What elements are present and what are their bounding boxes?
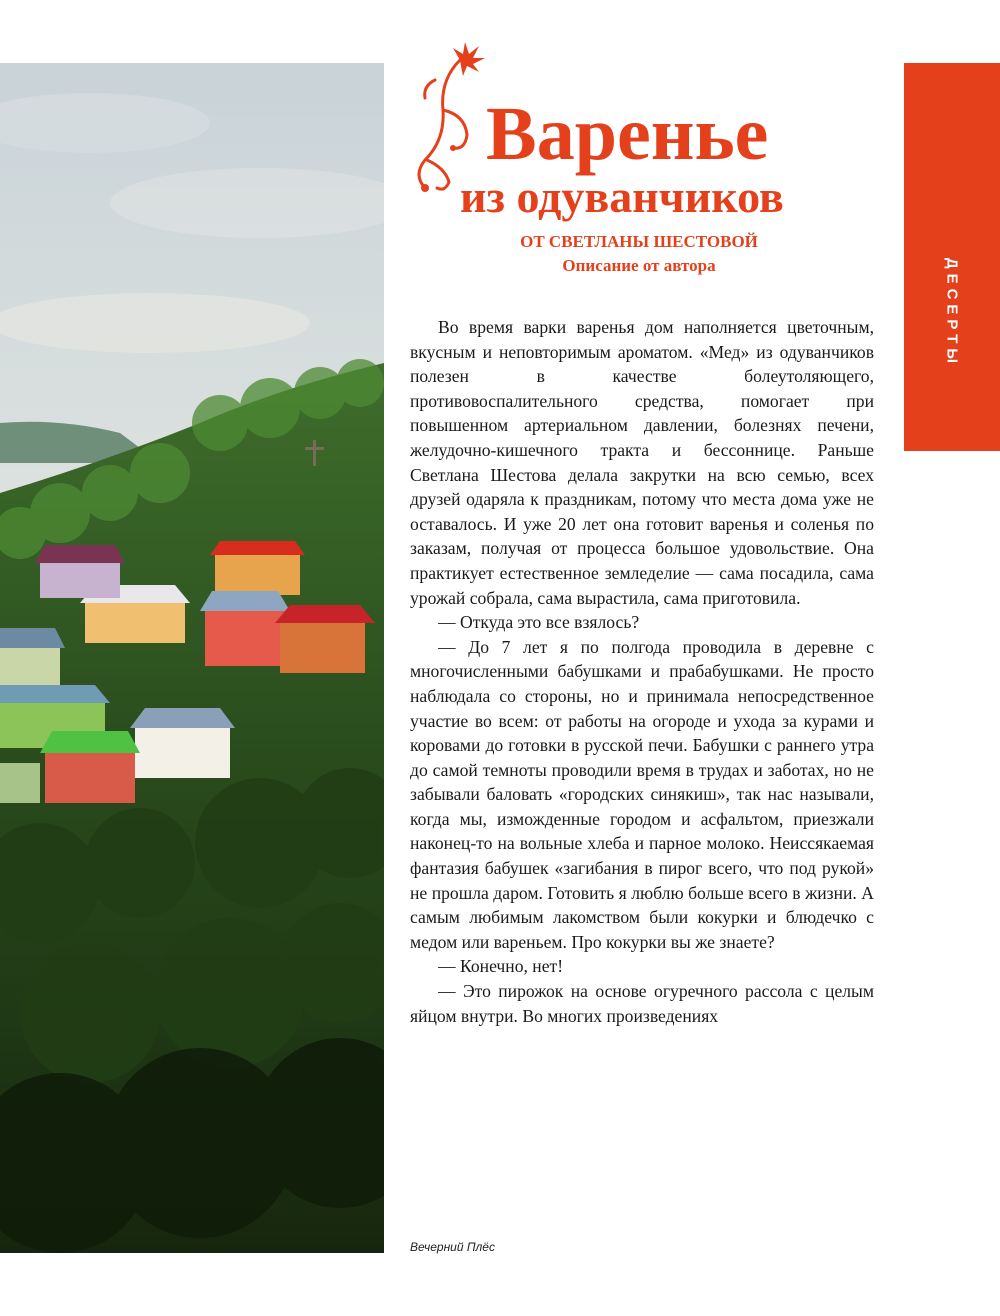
page-subtitle: из одуванчиков [460, 171, 784, 222]
article-paragraph: — Откуда это все взялось? [438, 612, 640, 633]
author-note: Описание от автора [562, 256, 716, 275]
village-photo [0, 63, 384, 1253]
page-title: Варенье [486, 92, 769, 176]
article-paragraph: — До 7 лет я по полгода проводила в деревне с многочисленными бабушками и прабабушками. Не просто наблюдала со стороны, но и принимала непосредственное участие во всем: от работы на огороде и ухода за курами и коровами до готовки в русской печи. Бабушки с раннего утра до самой темноты проводили время в трудах и заботах, но не забывали баловать «городских синякиш», так нас называли, когда мы, изможденные городом и асфальтом, приезжали наконец-то на вольные хлеба и парное молоко. Неиссякаемая фантазия бабушек «загибания в пирог всего, что под рукой» не прошла даром. Готовить я люблю больше всего в жизни. А самым любимым лакомством были кокурки и блюдечко с медом или вареньем. Про кокурки вы же знаете? [410, 636, 874, 952]
article-paragraph: — Это пирожок на основе огуречного рассола с целым яйцом внутри. Во многих произведениях [410, 981, 874, 1026]
author-line: ОТ СВЕТЛАНЫ ШЕСТОВОЙ [520, 232, 758, 251]
section-tab [904, 63, 1000, 451]
village-landscape-image [0, 63, 384, 1253]
article-paragraph: Во время варки варенья дом наполняется цветочным, вкусным и неповторимым ароматом. «Мед» из одуванчиков полезен в качестве болеутоляющего, противовоспалительного средства, помогает при повышенном артериальном давлении, болезнях печени, желудочно-кишечного тракта и бессоннице. Раньше Светлана Шестова делала закрутки на всю семью, всех друзей одаряла к праздникам, потому что места дома уже не оставалось. И уже 20 лет она готовит варенья и соленья по заказам, получая от процесса большое удовольствие. Она практикует естественное земледелие — сама посадила, сама урожай собрала, сама вырастила, сама приготовила. [410, 317, 874, 608]
article-body [410, 315, 874, 1028]
section-tab-label: ДЕСЕРТЫ [943, 257, 961, 369]
article-paragraph: — Конечно, нет! [438, 956, 564, 977]
photo-caption: Вечерний Плёс [410, 1240, 495, 1254]
